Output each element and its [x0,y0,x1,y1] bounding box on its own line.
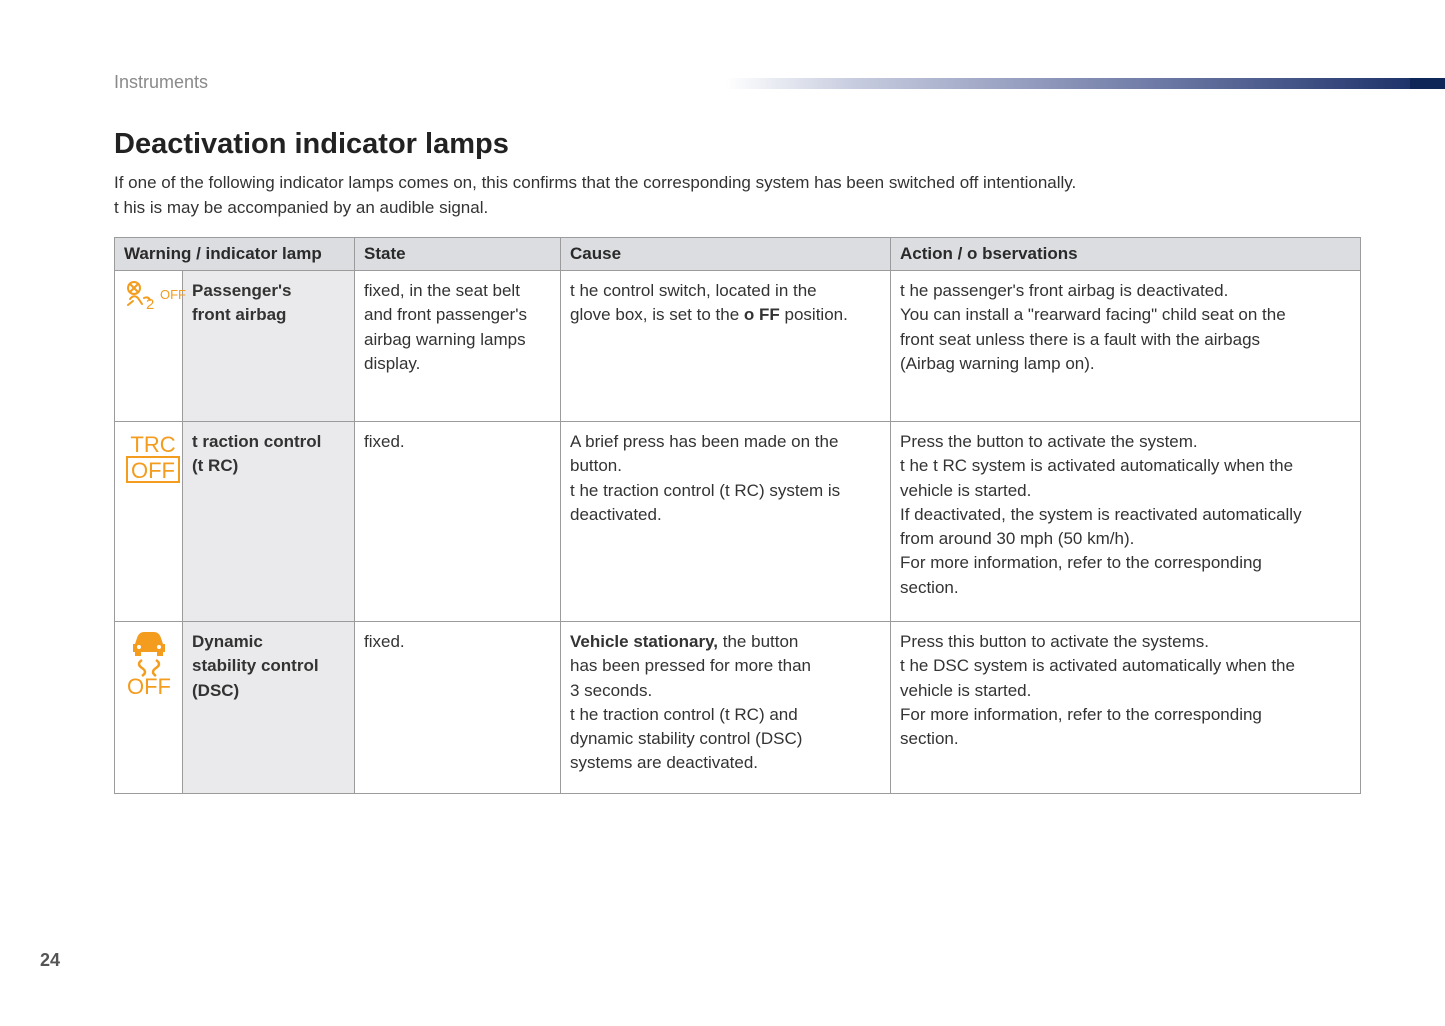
cause-line [570,630,882,654]
cause-line: has been pressed for more than [570,656,811,676]
action-line: t he passenger's front airbag is deactivated. [900,281,1229,300]
svg-text:TRC: TRC [130,432,176,457]
lamp-name-line: front airbag [192,305,287,325]
header-gradient-bar [725,78,1445,89]
cause-line: t he traction control (t RC) system is [570,480,841,500]
lamp-name-cell [183,271,355,422]
cause-emphasis: o FF [743,305,780,325]
table-row [115,622,1361,794]
svg-text:OFF: OFF [131,458,175,483]
lamp-name-line: t raction control [192,432,322,451]
action-cell [891,622,1361,794]
cause-line: dynamic stability control (DSC) [570,729,803,749]
state-line: and front passenger's [364,305,527,325]
cause-line [570,303,882,327]
lamp-name-cell [183,422,355,622]
action-line: Press this button to activate the systems. [900,632,1209,651]
action-line: If deactivated, the system is reactivated automatically [900,504,1302,524]
state-cell [355,271,561,422]
state-line: fixed. [364,632,405,651]
state-cell [355,422,561,622]
action-cell [891,271,1361,422]
column-header-cause: Cause [561,238,891,271]
action-line: (Airbag warning lamp on). [900,353,1095,373]
action-line: vehicle is started. [900,480,1032,500]
lamp-name-line: stability control [192,656,319,676]
cause-cell [561,622,891,794]
action-line: front seat unless there is a fault with the airbags [900,329,1261,349]
icon-cell [115,271,186,422]
state-line: airbag warning lamps [364,329,526,349]
action-line: section. [900,577,959,597]
cause-line: t he control switch, located in the [570,281,817,300]
intro-line: t his is may be accompanied by an audible signal. [114,197,489,217]
lamp-name-line: (t RC) [192,456,239,476]
trc-off-icon [124,430,182,486]
icon-cell [115,622,183,794]
action-line: t he t RC system is activated automatically when the [900,456,1294,476]
lamp-name-line: Passenger's [192,281,292,300]
state-line: fixed. [364,432,405,451]
cause-line: 3 seconds. [570,680,653,700]
cause-text: position. [779,305,848,325]
dsc-off-icon [124,630,174,696]
airbag-off-icon [124,279,188,315]
column-header-action: Action / o bservations [891,238,1361,271]
table-row [115,271,1361,422]
action-line: For more information, refer to the corresponding [900,553,1262,573]
action-line: from around 30 mph (50 km/h). [900,529,1135,549]
column-header-lamp: Warning / indicator lamp [115,238,355,271]
action-line: section. [900,729,959,749]
cause-cell [561,422,891,622]
state-line: fixed, in the seat belt [364,281,520,300]
cause-line: button. [570,456,622,476]
cause-emphasis: Vehicle stationary, [570,632,719,651]
svg-text:OFF: OFF [160,287,186,302]
header-bar-end [1410,78,1445,89]
icon-cell [115,422,183,622]
section-label: Instruments [114,72,209,92]
cause-text: the button [718,632,799,651]
action-line: vehicle is started. [900,680,1032,700]
page-title: Deactivation indicator lamps [114,128,509,160]
action-line: t he DSC system is activated automatically when the [900,656,1295,676]
cause-text: glove box, is set to the [570,305,744,325]
cause-line: t he traction control (t RC) and [570,704,798,724]
action-line: Press the button to activate the system. [900,432,1198,451]
table-row [115,422,1361,622]
column-header-state: State [355,238,561,271]
cause-line: deactivated. [570,504,662,524]
cause-line: systems are deactivated. [570,753,759,773]
table-header-row [115,238,1361,271]
cause-cell [561,271,891,422]
page-number: 24 [40,950,61,970]
lamp-name-cell [183,622,355,794]
intro-line: If one of the following indicator lamps comes on, this confirms that the corresponding system has been switched off intentionally. [114,173,1077,192]
state-cell [355,622,561,794]
action-cell [891,422,1361,622]
svg-text:OFF: OFF [127,674,171,696]
lamp-name-line: Dynamic [192,632,263,651]
action-line: You can install a "rearward facing" child seat on the [900,305,1286,325]
lamp-name-line: (DSC) [192,680,240,700]
action-line: For more information, refer to the corresponding [900,704,1262,724]
indicator-lamps-table [114,237,1361,794]
intro-text [114,171,1264,220]
svg-text:2: 2 [146,296,155,313]
state-line: display. [364,353,421,373]
cause-line: A brief press has been made on the [570,432,839,451]
